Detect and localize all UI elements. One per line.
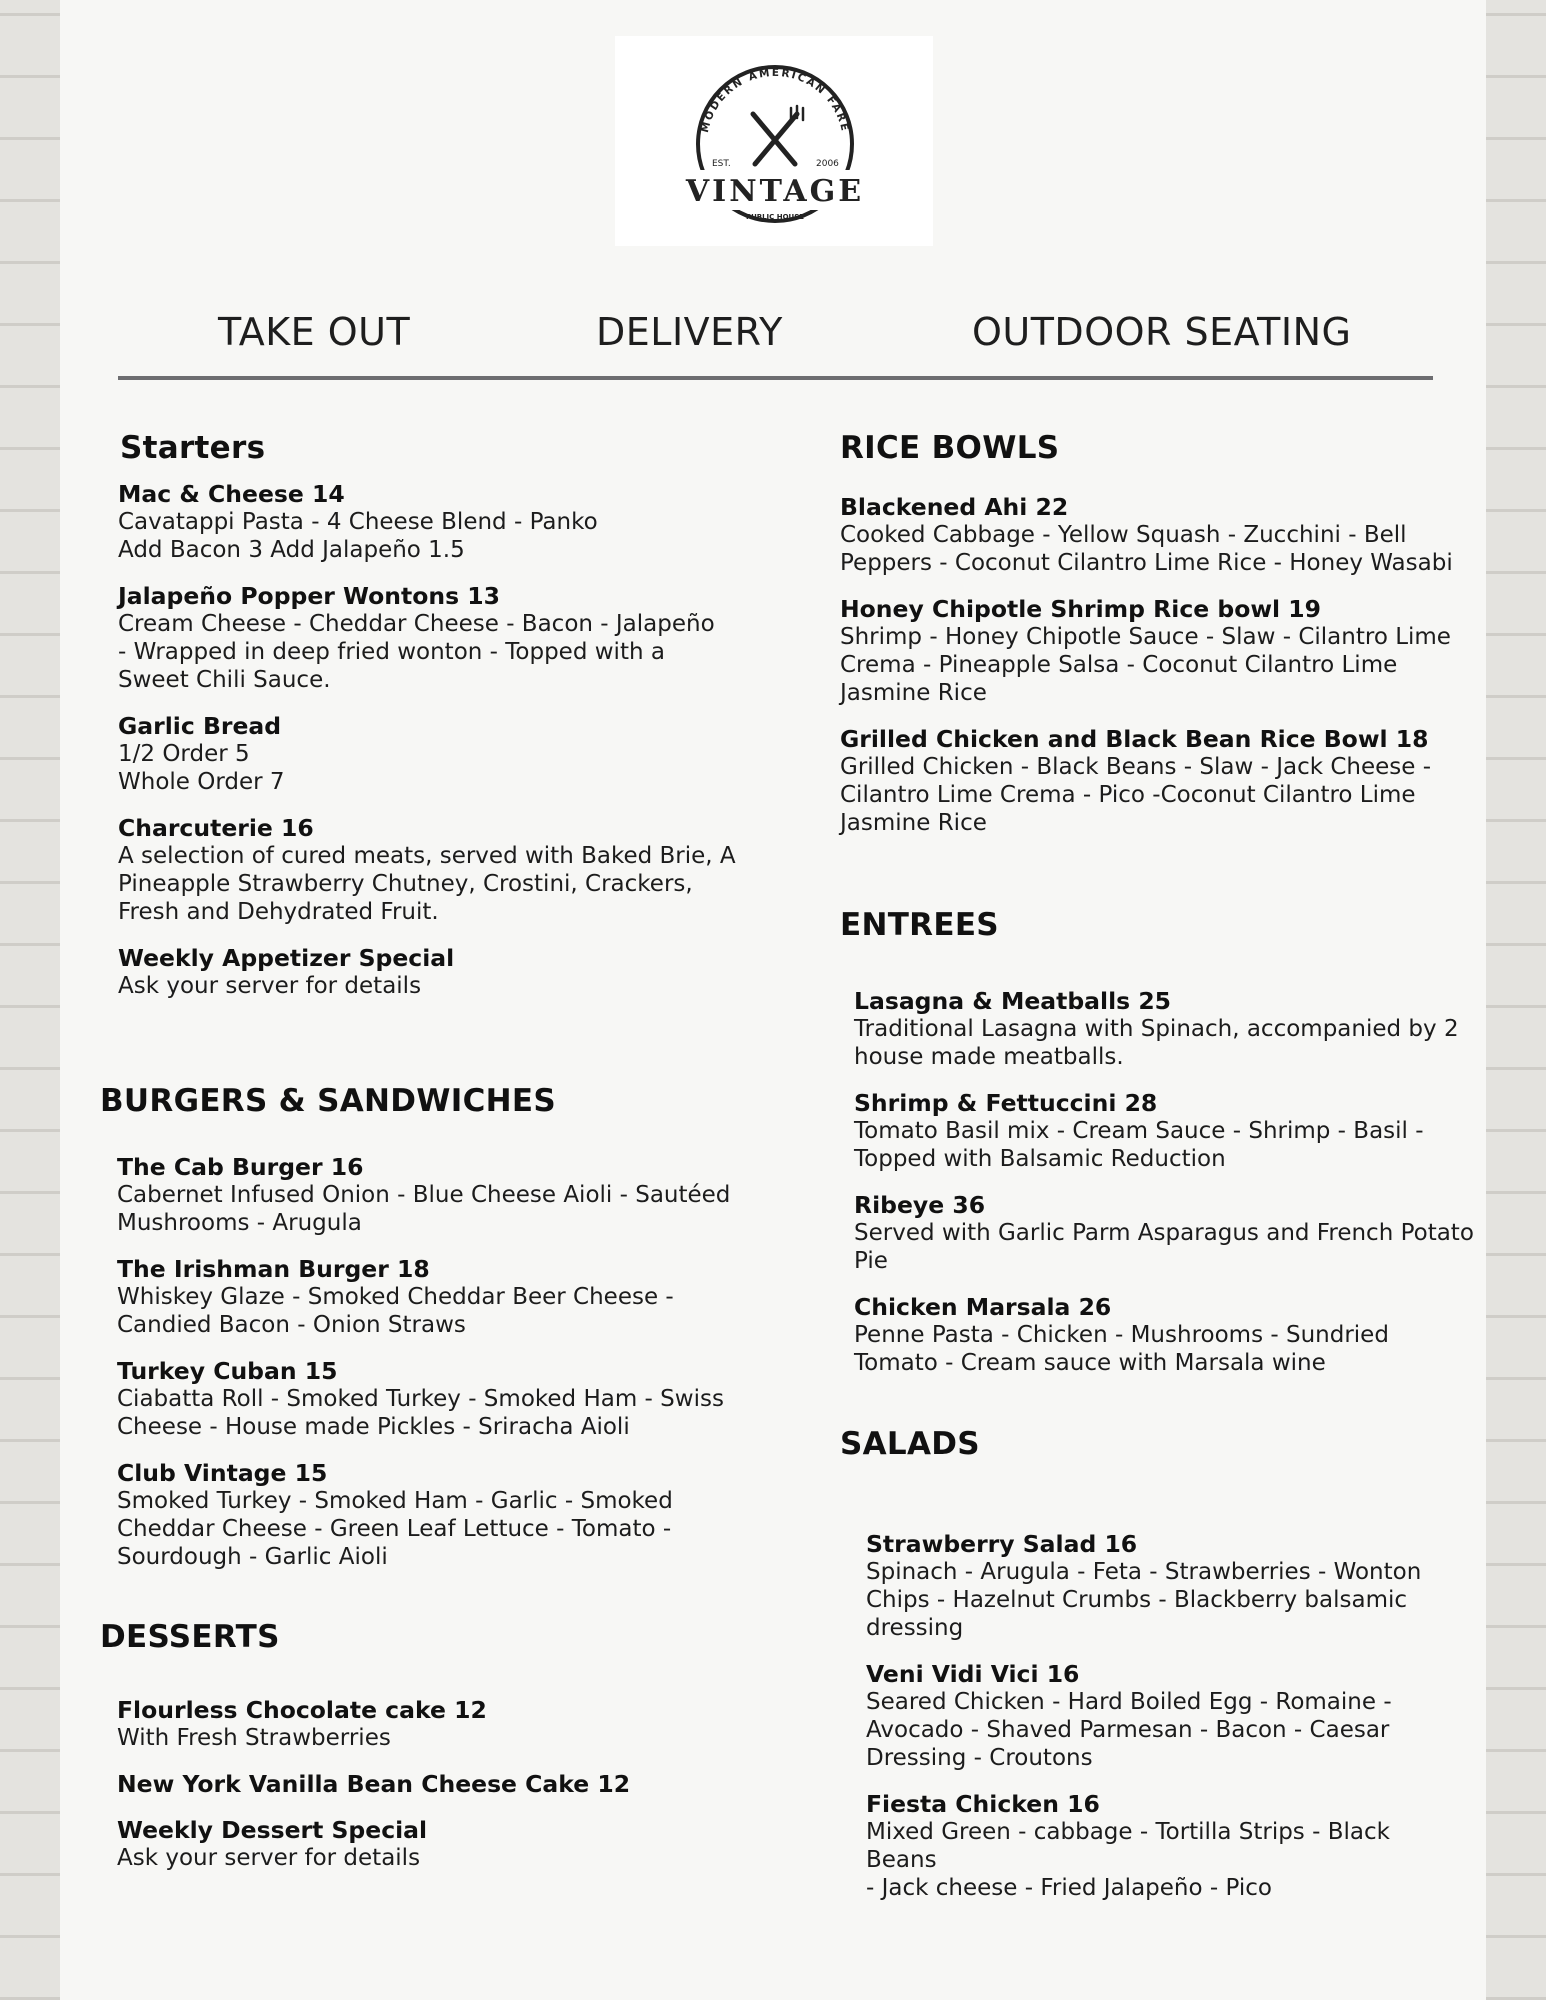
menu-item [840,595,1460,707]
item-name: The Cab Burger 16 [117,1153,364,1181]
item-desc: Peppers - Coconut Cilantro Lime Rice - Honey Wasabi [840,550,1453,576]
item-name: Chicken Marsala 26 [854,1293,1112,1321]
section-title: RICE BOWLS [840,430,1060,466]
item-desc: Spinach - Arugula - Feta - Strawberries - Wonton [866,1559,1422,1585]
item-name: Weekly Appetizer Special [118,944,455,972]
item-name: Grilled Chicken and Black Bean Rice Bowl 18 [840,725,1429,753]
item-desc: A selection of cured meats, served with Baked Brie, A [118,843,736,869]
menu-item [118,944,758,1000]
item-desc: 1/2 Order 5 [118,741,250,767]
brick-wall-right [1486,0,1546,2000]
menu-item [118,480,758,564]
item-desc: Pineapple Strawberry Chutney, Crostini, Crackers, [118,871,693,897]
brick-wall-left [0,0,60,2000]
item-desc: Pie [854,1248,888,1274]
item-desc: - Jack cheese - Fried Jalapeño - Pico [866,1875,1272,1901]
item-desc: Whole Order 7 [118,769,285,795]
item-name: Jalapeño Popper Wontons 13 [118,582,500,610]
item-name: Fiesta Chicken 16 [866,1790,1100,1818]
restaurant-logo [615,36,933,246]
item-name: Shrimp & Fettuccini 28 [854,1089,1158,1117]
item-desc: Candied Bacon - Onion Straws [117,1312,466,1338]
item-desc: Penne Pasta - Chicken - Mushrooms - Sundried [854,1322,1389,1348]
item-name: The Irishman Burger 18 [117,1255,430,1283]
item-desc: Add Bacon 3 Add Jalapeño 1.5 [118,537,465,563]
section-title: BURGERS & SANDWICHES [100,1083,557,1119]
item-desc: Mushrooms - Arugula [117,1210,362,1236]
item-desc: Topped with Balsamic Reduction [854,1146,1226,1172]
menu-item [866,1530,1466,1642]
menu-item [840,725,1460,837]
item-desc: Avocado - Shaved Parmesan - Bacon - Caesar [866,1717,1390,1743]
item-desc: house made meatballs. [854,1044,1124,1070]
item-desc: Chips - Hazelnut Crumbs - Blackberry balsamic [866,1587,1408,1613]
item-name: Weekly Dessert Special [117,1816,428,1844]
item-desc: Sourdough - Garlic Aioli [117,1544,388,1570]
menu-item [117,1459,777,1571]
item-name: Veni Vidi Vici 16 [866,1660,1080,1688]
menu-item [117,1357,777,1441]
item-desc: Cooked Cabbage - Yellow Squash - Zucchini - Bell [840,522,1407,548]
item-name: Ribeye 36 [854,1191,986,1219]
desserts-items [117,1696,777,1872]
item-desc: Dressing - Croutons [866,1745,1093,1771]
item-desc: Traditional Lasagna with Spinach, accompanied by 2 [854,1016,1459,1042]
logo-year: 2006 [816,159,839,169]
menu-item [117,1255,777,1339]
item-name: New York Vanilla Bean Cheese Cake 12 [117,1770,631,1798]
logo-emblem [615,36,933,246]
item-desc: - Wrapped in deep fried wonton - Topped with a [118,639,665,665]
item-desc: Cheese - House made Pickles - Sriracha Aioli [117,1414,630,1440]
item-desc: Whiskey Glaze - Smoked Cheddar Beer Cheese - [117,1284,674,1310]
section-starters [120,430,760,466]
starters-items [118,480,758,1000]
item-desc: Cilantro Lime Crema - Pico -Coconut Cilantro Lime [840,782,1416,808]
section-title: DESSERTS [100,1619,280,1655]
item-desc: Grilled Chicken - Black Beans - Slaw - Jack Cheese - [840,754,1432,780]
logo-est: EST. [712,159,731,169]
item-desc: Crema - Pineapple Salsa - Coconut Cilantro Lime [840,652,1398,678]
logo-name: VINTAGE [685,174,865,209]
item-desc: With Fresh Strawberries [117,1725,391,1751]
logo-sub: PUBLIC HOUSE [745,213,805,221]
item-desc: Cheddar Cheese - Green Leaf Lettuce - Tomato - [117,1516,672,1542]
section-title: Starters [120,430,266,466]
rice-bowls-items [840,493,1460,837]
menu-item [854,987,1474,1071]
item-name: Blackened Ahi 22 [840,493,1069,521]
item-desc: Tomato Basil mix - Cream Sauce - Shrimp - Basil - [854,1118,1424,1144]
item-name: Club Vintage 15 [117,1459,328,1487]
item-name: Flourless Chocolate cake 12 [117,1696,487,1724]
section-salads [840,1426,1460,1462]
item-desc: Seared Chicken - Hard Boiled Egg - Romaine - [866,1689,1392,1715]
item-name: Charcuterie 16 [118,814,314,842]
item-desc: Ask your server for details [117,1845,421,1871]
menu-item [117,1696,777,1752]
item-desc: Sweet Chili Sauce. [118,667,331,693]
item-desc: Ask your server for details [118,973,422,999]
menu-item [118,712,758,796]
logo-arc-text: MODERN AMERICAN FARE [698,66,852,134]
section-entrees [840,907,1460,943]
item-desc: Jasmine Rice [840,680,987,706]
item-desc: Ciabatta Roll - Smoked Turkey - Smoked Ham - Swiss [117,1386,724,1412]
item-desc: Tomato - Cream sauce with Marsala wine [854,1350,1326,1376]
menu-item [854,1293,1474,1377]
section-desserts [100,1619,760,1655]
service-outdoor-seating: OUTDOOR SEATING [972,310,1352,354]
menu-item [866,1660,1466,1772]
item-desc: Cream Cheese - Cheddar Cheese - Bacon - Jalapeño [118,611,715,637]
menu-item [854,1191,1474,1275]
entrees-items [854,987,1474,1377]
item-desc: dressing [866,1615,964,1641]
item-desc: Mixed Green - cabbage - Tortilla Strips - Black Beans [866,1819,1390,1873]
item-desc: Cabernet Infused Onion - Blue Cheese Aioli - Sautéed [117,1182,731,1208]
section-rice-bowls [840,430,1460,466]
menu-item [117,1153,777,1237]
menu-item [866,1790,1466,1902]
item-name: Mac & Cheese 14 [118,480,345,508]
item-desc: Cavatappi Pasta - 4 Cheese Blend - Panko [118,509,598,535]
item-desc: Shrimp - Honey Chipotle Sauce - Slaw - Cilantro Lime [840,624,1451,650]
item-desc: Smoked Turkey - Smoked Ham - Garlic - Smoked [117,1488,673,1514]
service-take-out: TAKE OUT [218,310,411,354]
menu-item [854,1089,1474,1173]
item-name: Lasagna & Meatballs 25 [854,987,1172,1015]
item-desc: Jasmine Rice [840,810,987,836]
item-name: Honey Chipotle Shrimp Rice bowl 19 [840,595,1321,623]
item-name: Turkey Cuban 15 [117,1357,338,1385]
menu-item [840,493,1460,577]
fork-knife-icon [753,106,803,164]
menu-item [118,582,758,694]
section-title: SALADS [840,1426,980,1462]
burgers-items [117,1153,777,1571]
menu-item [117,1816,777,1872]
item-desc: Fresh and Dehydrated Fruit. [118,899,439,925]
item-name: Strawberry Salad 16 [866,1530,1138,1558]
section-title: ENTREES [840,907,999,943]
section-burgers [100,1083,760,1119]
menu-item [117,1770,777,1798]
menu-item [118,814,758,926]
divider-rule [118,376,1433,380]
salads-items [866,1530,1466,1902]
svg-text:MODERN AMERICAN FARE [699,67,851,134]
item-name: Garlic Bread [118,712,282,740]
item-desc: Served with Garlic Parm Asparagus and French Potato [854,1220,1474,1246]
service-delivery: DELIVERY [596,310,783,354]
